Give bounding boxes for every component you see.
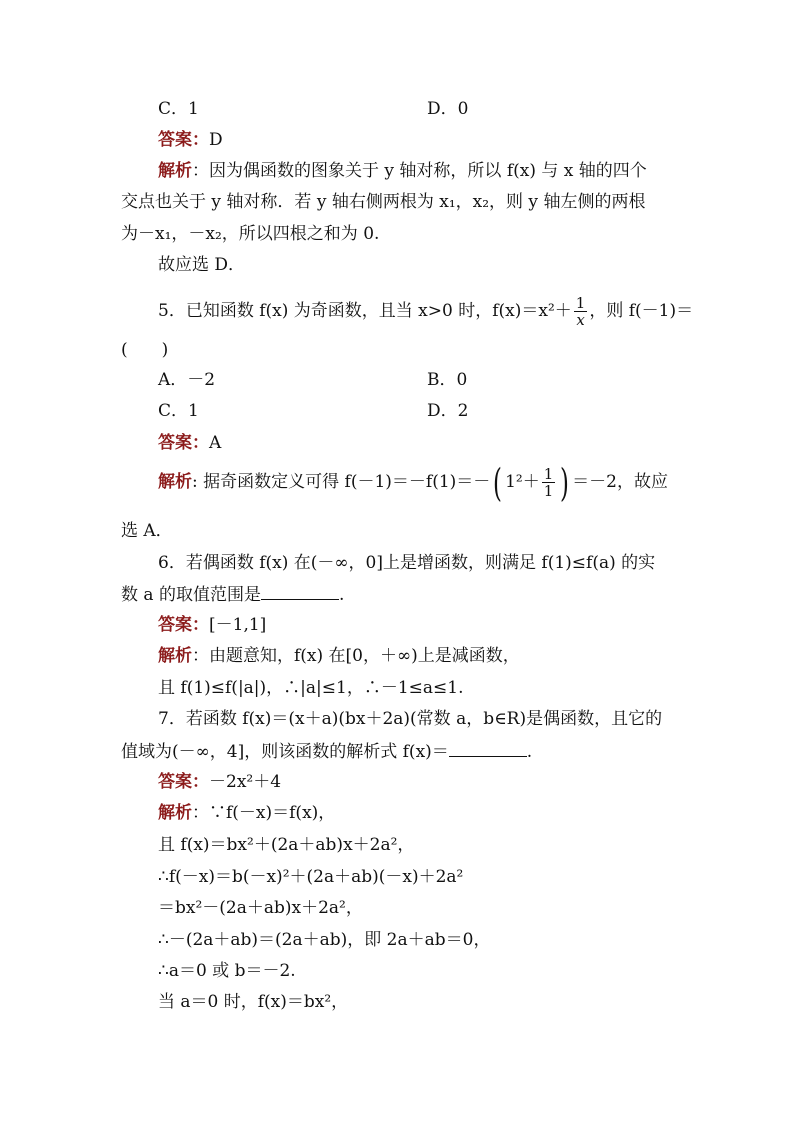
q4-answer xyxy=(158,129,223,151)
right-paren: ) xyxy=(560,460,570,505)
q7-analysis-line-4: ＝bx²－(2a＋ab)x＋2a²， xyxy=(158,898,363,918)
q4-option-d: D．0 xyxy=(427,99,469,119)
q7-analysis-line-2: 且 f(x)＝bx²＋(2a＋ab)x＋2a²， xyxy=(158,835,415,855)
q4-analysis-line-3: 为－x₁，－x₂，所以四根之和为 0. xyxy=(121,224,380,244)
answer-value: A xyxy=(209,433,222,453)
q6-answer xyxy=(158,614,266,636)
q7-answer xyxy=(158,771,281,793)
q7-analysis-line-5: ∴－(2a＋ab)＝(2a＋ab)，即 2a＋ab＝0， xyxy=(158,930,491,950)
q7-answer-blank xyxy=(449,740,527,757)
q6-analysis-line-1: 解析：由题意知，f(x) 在[0，＋∞)上是减函数， xyxy=(158,646,520,666)
analysis-label: 解析 xyxy=(158,803,192,823)
q5-analysis-line-1: 解析: 据奇函数定义可得 f(－1)＝－f(1)＝－( 1²＋ $\frac{1}{1}$ ) ＝－2，故应 xyxy=(158,460,668,505)
q5-option-c: C．1 xyxy=(158,401,199,421)
q5-stem: 5．已知函数 f(x) 为奇函数，且当 x>0 时，f(x)＝x²＋ $\frac{1}{x}$ ，则 f(－1)＝ xyxy=(158,294,694,329)
q4-analysis-line-2: 交点也关于 y 轴对称．若 y 轴右侧两根为 x₁，x₂，则 y 轴左侧的两根 xyxy=(121,192,646,212)
answer-value: [－1,1] xyxy=(209,615,267,635)
answer-label: 答案： xyxy=(158,772,209,792)
q5-fraction: $\frac{1}{x}$ xyxy=(575,294,586,329)
q7-analysis-line-1: 解析：∵f(－x)＝f(x)， xyxy=(158,803,336,823)
q6-stem-line-2: 数 a 的取值范围是 . xyxy=(121,585,345,605)
q7-stem-line-2: 值域为(－∞，4]，则该函数的解析式 f(x)＝ . xyxy=(121,742,533,762)
q7-analysis-line-3: ∴f(－x)＝b(－x)²＋(2a＋ab)(－x)＋2a² xyxy=(158,867,464,887)
q5-analysis-fraction: $\frac{1}{1}$ xyxy=(543,465,554,500)
analysis-label: 解析 xyxy=(158,472,192,492)
q5-paren: ( ) xyxy=(121,340,169,360)
q7-stem-line-1: 7．若函数 f(x)＝(x＋a)(bx＋2a)(常数 a，b∈R)是偶函数，且它的 xyxy=(158,709,663,729)
answer-value: D xyxy=(209,130,223,150)
answer-label: 答案： xyxy=(158,130,209,150)
q4-option-c: C．1 xyxy=(158,99,199,119)
analysis-label: 解析 xyxy=(158,161,192,181)
answer-value: －2x²＋4 xyxy=(209,772,282,792)
q6-answer-blank xyxy=(261,583,339,600)
analysis-label: 解析 xyxy=(158,646,192,666)
q6-stem-line-1: 6．若偶函数 f(x) 在(－∞，0]上是增函数，则满足 f(1)≤f(a) 的实 xyxy=(158,553,656,573)
answer-label: 答案： xyxy=(158,615,209,635)
q4-analysis-line-1: 解析：因为偶函数的图象关于 y 轴对称，所以 f(x) 与 x 轴的四个 xyxy=(158,161,647,181)
q5-option-d: D．2 xyxy=(427,401,469,421)
q5-option-a: A．－2 xyxy=(158,370,216,390)
q6-analysis-line-2: 且 f(1)≤f(|a|)，∴|a|≤1，∴－1≤a≤1. xyxy=(158,678,464,698)
q7-analysis-line-6: ∴a＝0 或 b＝－2. xyxy=(158,961,296,981)
q5-answer xyxy=(158,432,221,454)
q7-analysis-line-7: 当 a＝0 时，f(x)＝bx²， xyxy=(158,992,349,1012)
q4-analysis-line-4: 故应选 D． xyxy=(158,255,246,275)
q5-analysis-line-2: 选 A． xyxy=(121,521,173,541)
left-paren: ( xyxy=(493,460,503,505)
q5-option-b: B．0 xyxy=(427,370,468,390)
answer-label: 答案： xyxy=(158,433,209,453)
